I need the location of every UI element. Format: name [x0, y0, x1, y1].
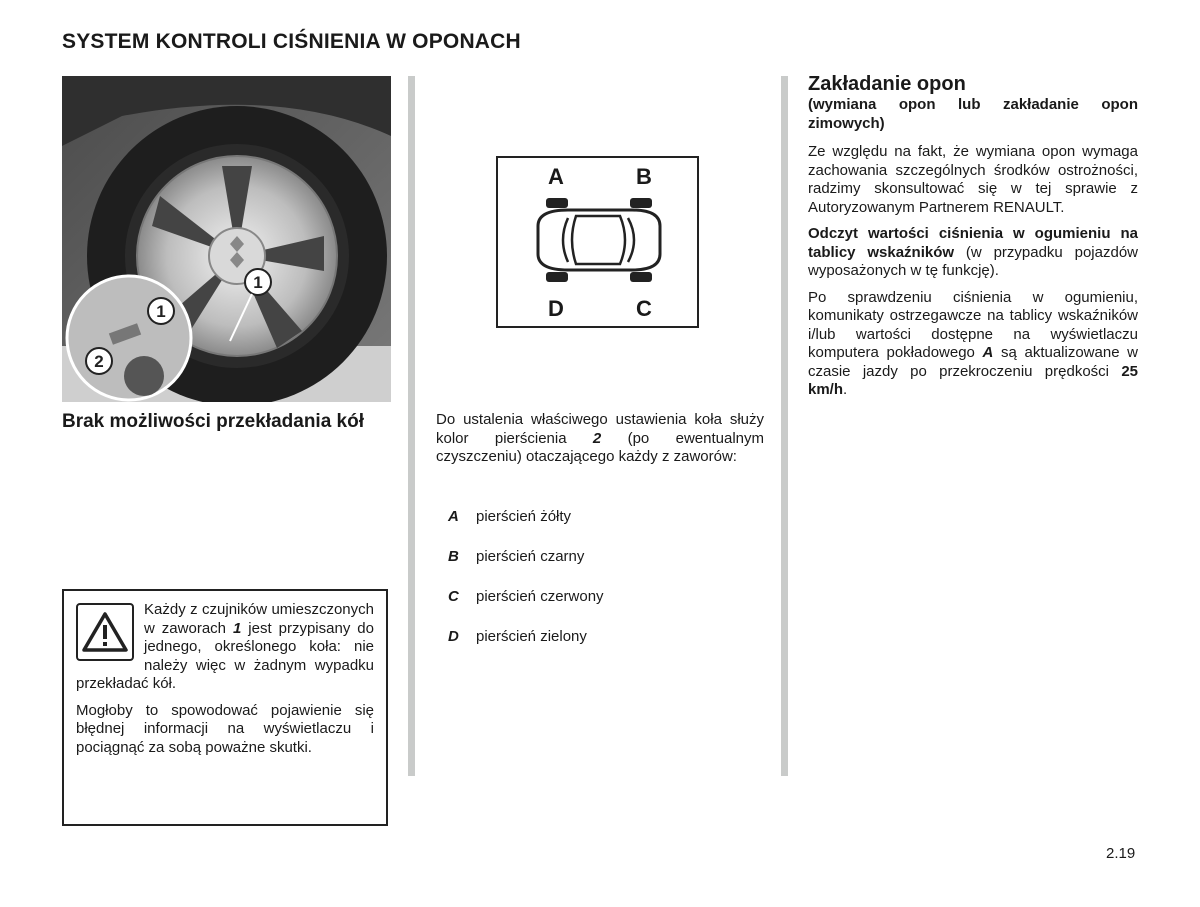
column-divider [408, 76, 415, 776]
callout-1-inset: 1 [156, 302, 166, 321]
callout-2: 2 [94, 352, 104, 371]
page-title: SYSTEM KONTROLI CIŚNIENIA W OPONACH [62, 30, 521, 53]
callout-1: 1 [253, 273, 263, 292]
warning-paragraph-2: Mogłoby to spowodować pojawienie się błędnej informacji na wyświetlaczu i pociągnąć za sobą poważne skutki. [76, 701, 374, 756]
page-number: 2.19 [1106, 845, 1136, 862]
legend-item-c: C pierścień czerwony [448, 588, 604, 605]
warning-paragraph-1: Każdy z czujników umieszczonych w zaworach 1 jest przypisany do jednego, określonego koła: nie należy więc w żadnym wypadku przekładać kół. [76, 601, 374, 692]
paragraph-pressure-readout: Odczyt wartości ciśnienia w ogumieniu na tablicy wskaźników (w przypadku pojazdów wyposażonych w tę funkcję). [808, 225, 1138, 279]
wheel-photo [62, 76, 391, 402]
diagram-label-d: D [548, 296, 564, 321]
warning-box [62, 589, 388, 826]
valve-ring-intro: Do ustalenia właściwego ustawienia koła służy kolor pierścienia 2 (po ewentualnym czyszczeniu) otaczającego każdy z zaworów: [436, 411, 764, 465]
car-top-view-icon [528, 196, 668, 286]
legend-item-d: D pierścień zielony [448, 628, 587, 645]
section-heading-tyre-fitting: Zakładanie opon [808, 73, 966, 95]
column-divider [781, 76, 788, 776]
section-subheading: (wymiana opon lub zakładanie opon zimowych) [808, 96, 1138, 132]
legend-item-b: B pierścień czarny [448, 548, 585, 565]
right-column [808, 72, 1138, 408]
diagram-label-a: A [548, 164, 564, 189]
wheel-position-diagram [496, 156, 699, 328]
legend-item-a: A pierścień żółty [448, 508, 572, 525]
section-heading-no-swap: Brak możliwości przekładania kół [62, 411, 364, 432]
diagram-label-b: B [636, 164, 652, 189]
diagram-label-c: C [636, 296, 652, 321]
warning-triangle-icon [76, 603, 134, 661]
paragraph-after-check: Po sprawdzeniu ciśnienia w ogumieniu, komunikaty ostrzegawcze na tablicy wskaźników i/lub wartości dostępne na wyświetlaczu komputera pokładowego A są aktualizowane w czasie jazdy po przekroczeniu prędkości 25 km/h. [808, 288, 1138, 398]
paragraph-tyre-change: Ze względu na fakt, że wymiana opon wymaga zachowania szczególnych środków ostrożności, radzimy skonsultować się w tej sprawie z Autoryzowanym Partnerem RENAULT. [808, 143, 1138, 216]
